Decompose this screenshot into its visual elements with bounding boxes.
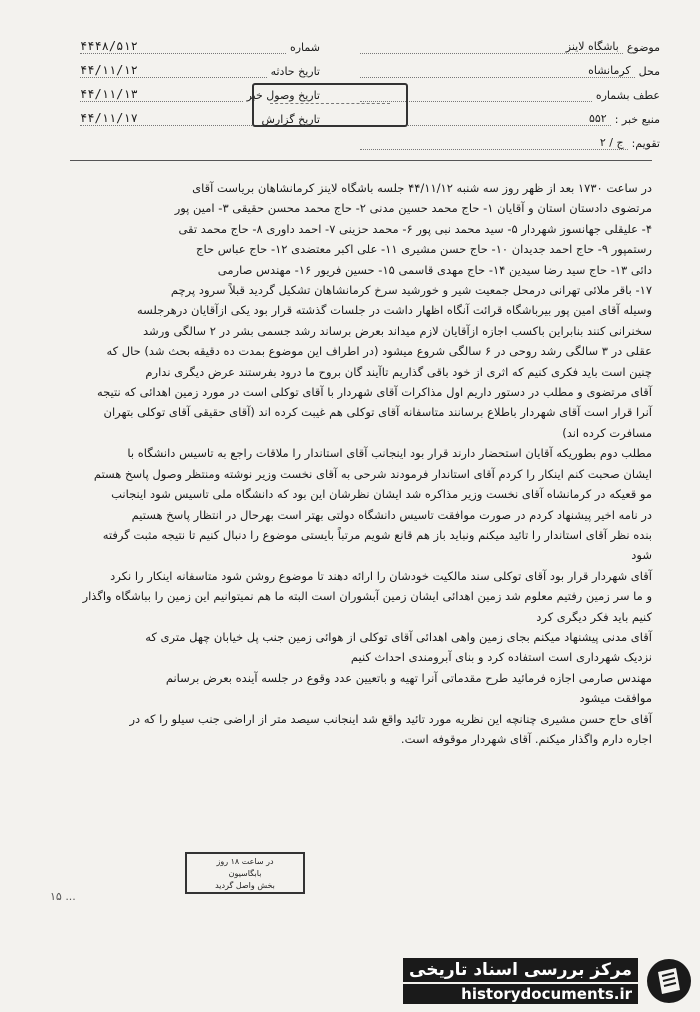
incident-date-value: ۴۴/۱۱/۱۲ [80, 63, 267, 78]
body-line: مطلب دوم بطوریکه آقایان استحضار دارند قرار بود اینجانب آقای استاندار را ملاقات راجع به تاسیس دانشگاه با [127, 446, 652, 461]
report-date-value: ۴۴/۱۱/۱۷ [80, 111, 258, 126]
calendar-label: تقویم: [631, 137, 660, 150]
body-line: ایشان صحبت کنم اینکار را کردم آقای استاندار فرمودند شرحی به آقای نخست وزیر نوشته ومنتظر وصول پاسخ هستم [93, 466, 652, 481]
stamp-line-1: در ساعت ۱۸ روز [216, 857, 274, 866]
body-line: وسیله آقای امین پور بیرباشگاه قرائت آنگاه اظهار داشت در جلسات گذشته قرار بود یکی ازآقایان درهرجلسه [136, 303, 652, 318]
location-row [360, 54, 660, 78]
calendar-value: ج / ۲ [360, 136, 628, 150]
footer-mark: ۱۵ ... [50, 890, 76, 903]
location-label: محل [638, 65, 660, 78]
body-line: مسافرت کرده اند) [562, 425, 652, 440]
body-line: شود [631, 548, 652, 563]
subject-value: باشگاه لاینز [360, 40, 623, 54]
blank-stamp-box [252, 83, 408, 127]
body-line: سخنرانی کنند بنابراین باکسب اجازه ازآقایان لازم میداند بعرض برساند رشد جسمی بشر در ۲ سالگی ورشد [143, 323, 652, 338]
body-line: آقای مرتضوی و مطلب در دستور داریم اول مذاکرات آقای شهردار با آقای توکلی است در مورد زمین اهدائی که نتیجه [96, 385, 652, 400]
body-line: مرتضوی دادستان استان و آقایان ۱- حاج محمد حسین مدنی ۲- حاج محمد محسن حقیقی ۳- امین پور [174, 201, 652, 216]
watermark [403, 958, 692, 1004]
report-body [48, 178, 652, 749]
body-line: عقلی در ۳ سالگی رشد روحی در ۶ سالگی شروع میشود (در اطراف این موضوع بمدت ده دقیقه بحث شد) حال که [106, 344, 652, 359]
watermark-url: historydocuments.ir [403, 984, 638, 1004]
subject-label: موضوع [626, 41, 660, 54]
incident-date-row [80, 54, 320, 78]
body-line: چنین است باید فکری کنیم که اثری از خود باقی گذاریم تاآیند گان بروح ما درود بفرستند عرض دیگری ندارم [145, 364, 652, 379]
body-line: و ما سر زمین رفتیم معلوم شد زمین اهدائی ایشان زمین آبشوران است البته ما هم نمیتوانیم این زمین را بباشگاه واگذار [82, 589, 652, 604]
body-line: نزدیک شهرداری است استفاده کرد و بنای آبرومندی احداث کنیم [350, 650, 652, 665]
incident-date-label: تاریخ حادثه [270, 65, 320, 78]
body-line: دائی ۱۳- حاج سید رضا سیدین ۱۴- حاج مهدی قاسمی ۱۵- حسین فریور ۱۶- مهندس صارمی [217, 262, 652, 277]
number-label: شماره [289, 41, 320, 54]
source-label: منبع خبر : [614, 113, 660, 126]
number-value: ۴۴۴۸/۵۱۲ [80, 39, 286, 54]
report-date-label: تاریخ گزارش [261, 113, 320, 126]
watermark-title: مرکز بررسی اسناد تاریخی [403, 958, 638, 982]
archive-logo-icon [646, 958, 692, 1004]
calendar-row [360, 126, 660, 150]
header-divider [70, 160, 652, 161]
received-date-label: تاریخ وصول خبر [246, 89, 320, 102]
body-line: رستمپور ۹- حاج احمد جدیدان ۱۰- حاج حسن مشیری ۱۱- علی اکبر معتضدی ۱۲- حاج عباس حاج [196, 242, 652, 257]
receipt-stamp [185, 852, 305, 894]
number-row [80, 30, 320, 54]
body-line: آقای شهردار قرار بود آقای توکلی سند مالکیت خودشان را ارائه دهند تا موضوع روشن شود متاسفانه اینکار را نکرد [110, 568, 652, 583]
stamp-line-2: بابگاسیون [228, 869, 262, 878]
reference-label: عطف بشماره [595, 89, 660, 102]
body-line: آقای حاج حسن مشیری چنانچه این نظریه مورد تائید واقع شد اینجانب سیصد متر از اراضی جنب سیلو را که در [129, 711, 652, 726]
body-line: در ساعت ۱۷۳۰ بعد از ظهر روز سه شنبه ۴۴/۱۱/۱۲ جلسه باشگاه لاینز کرمانشاهان بریاست آقای [192, 181, 652, 195]
body-line: ۴- علیقلی جهانسوز شهردار ۵- سید محمد نبی پور ۶- محمد حزینی ۷- احمد داوری ۸- حاج محمد تقی [178, 221, 652, 236]
body-line: ۱۷- باقر ملائی تهرانی درمحل جمعیت شیر و خورشید سرخ کرمانشاهان تشکیل گردید قبلاً سرود پرچم [170, 283, 652, 298]
body-line: کنیم باید فکر دیگری کرد [536, 609, 652, 624]
subject-row [360, 30, 660, 54]
body-line: مهندس صارمی اجازه فرمائید طرح مقدماتی آنرا تهیه و باتعیین عدد وقوع در جلسه آینده بعرض برسانم [165, 670, 652, 685]
body-line: اجاره دارم واگذار میکنم. آقای شهردار موقوفه است. [400, 731, 652, 746]
body-line: مو قعیکه در کرمانشاه آقای نخست وزیر مذاکره شد ایشان نظرشان این بود که دانشگاه ملی تاسیس شود اینجانب [111, 487, 652, 502]
body-line: آقای مدنی پیشنهاد میکنم بجای زمین واهی اهدائی آقای توکلی از هوائی زمین جنب پل خیابان چهل متری که [145, 629, 652, 644]
body-line: بنده نظر آقای استاندار را تائید میکنم ونباید باز هم قانع شویم مرتباً بایستی موضوع را دنبال کنیم تا نتیجه مثبت گرفته [102, 527, 652, 542]
source-value: ۵۵۲ [360, 112, 611, 126]
body-line: موافقت میشود [579, 691, 652, 706]
stamp-line-3: بخش واصل گردید [215, 881, 275, 890]
body-line: آنرا قرار است آقای شهردار باطلاع برسانند متاسفانه آقای توکلی هم غیبت کرده اند (آقای حقیقی آقای توکلی بتهران [103, 405, 652, 420]
received-date-value: ۴۴/۱۱/۱۳ [80, 87, 243, 102]
location-value: کرمانشاه [360, 64, 635, 78]
body-line: در نامه اخیر پیشنهاد کردم در صورت موافقت تاسیس دانشگاه دولتی بهتر است بهرحال در انتظار پاسخ هستیم [131, 507, 652, 522]
